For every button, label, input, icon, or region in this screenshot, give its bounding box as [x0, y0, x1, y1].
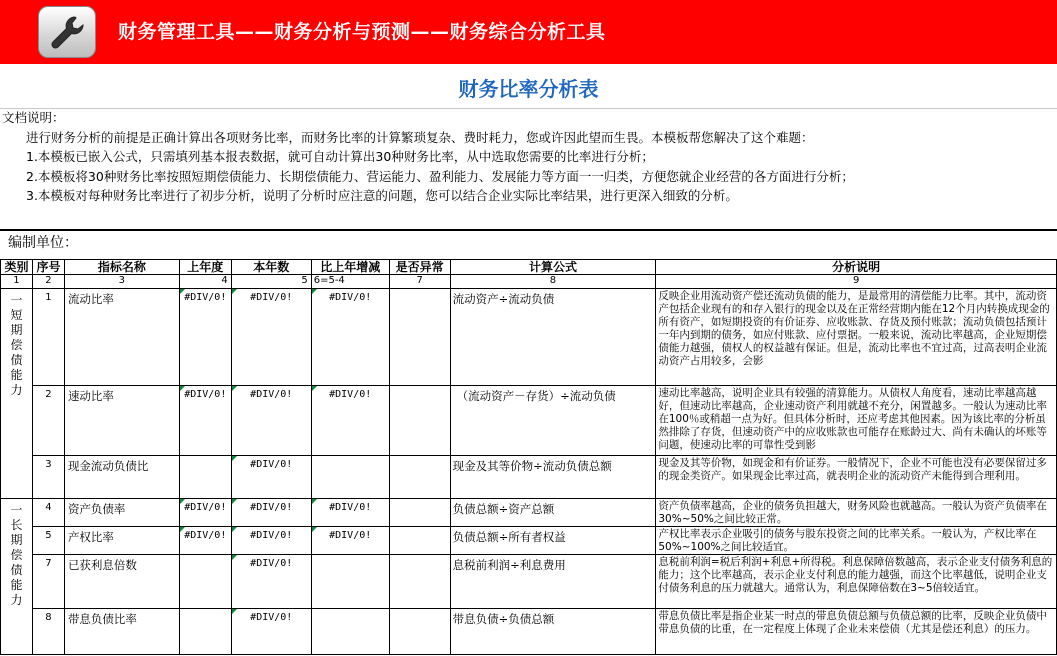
analysis-text: 带息负债比率是指企业某一时点的带息负债总额与负债总额的比率，反映企业负债中带息负债的比重，在一定程度上体现了企业未来偿债（尤其是偿还利息）的压力。	[658, 610, 1047, 635]
seq-cell[interactable]: 5	[32, 527, 64, 555]
change-cell[interactable]: #DIV/0!	[311, 527, 389, 555]
seq-cell[interactable]: 7	[32, 555, 64, 609]
notes-line: 1.本模板已嵌入公式，只需填列基本报表数据，就可自动计算出30种财务比率，从中选取您需要的比率进行分析；	[26, 149, 654, 164]
app-logo	[38, 6, 96, 58]
notes-line: 3.本模板对每种财务比率进行了初步分析，说明了分析时应注意的问题，您可以结合企业实际比率结果，进行更深入细致的分析。	[26, 188, 738, 203]
column-number: 7	[389, 275, 450, 289]
current-year-cell[interactable]: #DIV/0!	[231, 527, 311, 555]
abnormal-cell[interactable]	[389, 499, 450, 527]
change-cell[interactable]	[311, 609, 389, 655]
header-cell: 类别	[1, 260, 33, 275]
table-row	[1, 555, 1057, 609]
app-banner	[0, 0, 1057, 64]
formula-cell[interactable]: 息税前利润÷利息费用	[450, 555, 656, 609]
column-number: 2	[32, 275, 64, 289]
abnormal-cell[interactable]	[389, 527, 450, 555]
unit-label[interactable]: 编制单位：	[8, 235, 78, 251]
formula-cell[interactable]: 负债总额÷所有者权益	[450, 527, 656, 555]
change-cell[interactable]: #DIV/0!	[311, 386, 389, 456]
seq-cell[interactable]: 8	[32, 609, 64, 655]
header-cell: 比上年增减	[311, 260, 389, 275]
formula-cell[interactable]: 现金及其等价物÷流动负债总额	[450, 456, 656, 499]
table-row	[1, 456, 1057, 499]
analysis-cell[interactable]	[656, 527, 1057, 555]
document-title: 财务比率分析表	[458, 77, 599, 101]
change-cell[interactable]: #DIV/0!	[311, 289, 389, 386]
indicator-name[interactable]: 已获利息倍数	[64, 555, 179, 609]
seq-cell[interactable]: 2	[32, 386, 64, 456]
prev-year-cell[interactable]	[179, 456, 231, 499]
change-cell[interactable]	[311, 555, 389, 609]
formula-cell[interactable]: 带息负债÷负债总额	[450, 609, 656, 655]
table-row	[1, 499, 1057, 527]
prev-year-cell[interactable]: #DIV/0!	[179, 386, 231, 456]
category-short-term	[1, 289, 33, 499]
notes-heading: 文档说明：	[2, 110, 65, 125]
column-number: 8	[450, 275, 656, 289]
change-cell[interactable]	[311, 456, 389, 499]
table-row	[1, 527, 1057, 555]
header-cell: 是否异常	[389, 260, 450, 275]
header-cell: 计算公式	[450, 260, 656, 275]
indicator-name[interactable]: 带息负债比率	[64, 609, 179, 655]
column-number: 3	[64, 275, 179, 289]
notes-line: 2.本模板将30种财务比率按照短期偿债能力、长期偿债能力、营运能力、盈利能力、发展能力等方面一一归类，方便您就企业经营的各方面进行分析；	[26, 168, 854, 184]
analysis-text: 息税前利润=税后利润+利息+所得税。利息保障倍数越高，表示企业支付债务利息的能力；这个比率越高，表示企业支付利息的能力越强，而这个比率越低，说明企业支付债务利息的压力就越大。通常认为，利息保障倍数在3~5倍较适宜。	[658, 556, 1053, 594]
section-divider	[0, 229, 1057, 231]
header-cell: 本年数	[231, 260, 311, 275]
formula-cell[interactable]: 流动资产÷流动负债	[450, 289, 656, 386]
category-label: 一长期偿债能力	[10, 503, 23, 607]
indicator-name[interactable]: 产权比率	[64, 527, 179, 555]
notes-line: 进行财务分析的前提是正确计算出各项财务比率，而财务比率的计算繁琐复杂、费时耗力，您或许因此望而生畏。本模板帮您解决了这个难题：	[26, 129, 814, 145]
column-number: 1	[1, 275, 33, 289]
ratio-table	[0, 259, 1057, 655]
title-row	[0, 64, 1057, 109]
wrench-icon	[48, 13, 88, 53]
banner-title: 财务管理工具——财务分析与预测——财务综合分析工具	[118, 21, 606, 43]
analysis-text: 现金及其等价物，如现金和有价证券。一般情况下，企业不可能也没有必要保留过多的现金类资产。如果现金比率过高，就表明企业的流动资产未能得到合理利用。	[658, 457, 1047, 482]
document-notes	[0, 108, 1057, 230]
analysis-cell[interactable]	[656, 499, 1057, 527]
indicator-name[interactable]: 现金流动负债比	[64, 456, 179, 499]
formula-cell[interactable]: （流动资产－存货）÷流动负债	[450, 386, 656, 456]
prev-year-cell[interactable]: #DIV/0!	[179, 527, 231, 555]
indicator-name[interactable]: 资产负债率	[64, 499, 179, 527]
analysis-cell[interactable]	[656, 386, 1057, 456]
column-number: 6=5-4	[311, 275, 389, 289]
analysis-cell[interactable]	[656, 456, 1057, 499]
analysis-cell[interactable]	[656, 289, 1057, 386]
category-long-term	[1, 499, 33, 655]
seq-cell[interactable]: 3	[32, 456, 64, 499]
abnormal-cell[interactable]	[389, 609, 450, 655]
prev-year-cell[interactable]	[179, 555, 231, 609]
formula-cell[interactable]: 负债总额÷资产总额	[450, 499, 656, 527]
table-header-row	[1, 260, 1057, 275]
seq-cell[interactable]: 1	[32, 289, 64, 386]
analysis-cell[interactable]	[656, 555, 1057, 609]
table-row	[1, 609, 1057, 655]
abnormal-cell[interactable]	[389, 456, 450, 499]
prev-year-cell[interactable]	[179, 609, 231, 655]
table-row	[1, 289, 1057, 386]
header-cell: 序号	[32, 260, 64, 275]
current-year-cell[interactable]: #DIV/0!	[231, 386, 311, 456]
analysis-text: 产权比率表示企业吸引的债务与股东投资之间的比率关系。一般认为，产权比率在50%~100%之间比较适宜。	[658, 528, 1037, 553]
current-year-cell[interactable]: #DIV/0!	[231, 609, 311, 655]
current-year-cell[interactable]: #DIV/0!	[231, 555, 311, 609]
column-number: 9	[656, 275, 1057, 289]
header-cell: 上年度	[179, 260, 231, 275]
header-cell: 分析说明	[656, 260, 1057, 275]
change-cell[interactable]: #DIV/0!	[311, 499, 389, 527]
table-row	[1, 386, 1057, 456]
prev-year-cell[interactable]: #DIV/0!	[179, 289, 231, 386]
indicator-name[interactable]: 速动比率	[64, 386, 179, 456]
abnormal-cell[interactable]	[389, 555, 450, 609]
abnormal-cell[interactable]	[389, 386, 450, 456]
indicator-name[interactable]: 流动比率	[64, 289, 179, 386]
column-number-row	[1, 275, 1057, 289]
analysis-text: 反映企业用流动资产偿还流动负债的能力，是最常用的清偿能力比率。其中，流动资产包括企业现有的和存入银行的现金以及在正常经营期内能在12个月内转换成现金的所有资产，如短期投资的有价证券、应收账款、存货及预付账款；流动负债包括预计一年内到期的债务，如应付账款、应付票据。一般来说，流动比率越高，企业短期偿债能力越强，债权人的权益越有保证。但是，流动比率也不宜过高，过高表明企业流动资产占用较多，会影	[658, 290, 1050, 367]
prev-year-cell[interactable]: #DIV/0!	[179, 499, 231, 527]
analysis-text: 速动比率越高，说明企业具有较强的清算能力。从债权人角度看，速动比率越高越好，但速动比率越高，企业速动资产利用就越不充分，闲置越多。一般认为速动比率在100％或稍超一点为好。但具体分析时，还应考虑其他因素。因为该比率的分析虽然排除了存货，但速动资产中的应收账款也可能存在账龄过大、尚有未确认的坏账等问题，使速动比率的可靠性受到影	[658, 387, 1047, 451]
analysis-cell[interactable]	[656, 609, 1057, 655]
column-number: 5	[231, 275, 311, 289]
category-label: 一短期偿债能力	[10, 293, 23, 397]
current-year-cell[interactable]: #DIV/0!	[231, 456, 311, 499]
column-number: 4	[179, 275, 231, 289]
abnormal-cell[interactable]	[389, 289, 450, 386]
current-year-cell[interactable]: #DIV/0!	[231, 499, 311, 527]
seq-cell[interactable]: 4	[32, 499, 64, 527]
header-cell: 指标名称	[64, 260, 179, 275]
current-year-cell[interactable]: #DIV/0!	[231, 289, 311, 386]
analysis-text: 资产负债率越高，企业的债务负担越大，财务风险也就越高。一般认为资产负债率在30%~50%之间比较正常。	[658, 500, 1047, 525]
